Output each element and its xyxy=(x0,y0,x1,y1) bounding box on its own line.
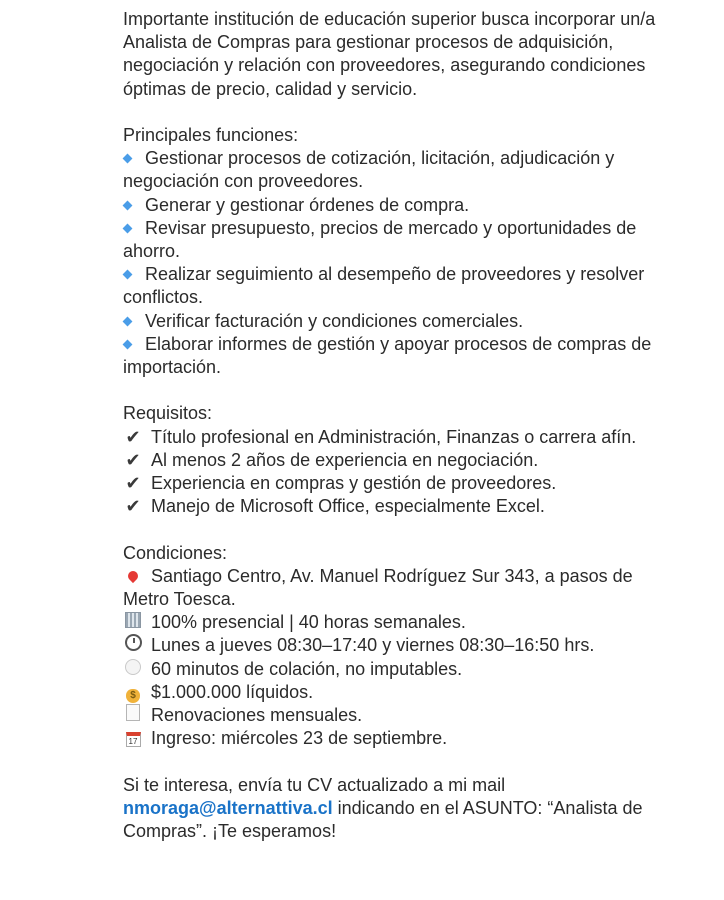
clock-icon xyxy=(123,634,143,657)
closing-paragraph xyxy=(123,774,663,844)
check-mark-icon: ✔ xyxy=(125,473,141,494)
funcion-item: Realizar seguimiento al desempeño de proveedores y resolver conflictos. xyxy=(123,263,663,309)
spacer xyxy=(123,750,663,773)
closing-text-before: Si te interesa, envía tu CV actualizado a mi mail xyxy=(123,774,506,795)
blue-diamond-icon xyxy=(117,194,137,217)
intro-paragraph: Importante institución de educación superior busca incorporar un/a Analista de Compras para gestionar procesos de adquisición, negociación y relación con proveedores, asegurando condiciones óptimas de precio, calidad y servicio. xyxy=(123,9,656,99)
spacer xyxy=(123,518,663,541)
blue-diamond-icon xyxy=(117,310,137,333)
funcion-item: Revisar presupuesto, precios de mercado y oportunidades de ahorro. xyxy=(123,217,663,263)
condicion-item: 100% presencial | 40 horas semanales. xyxy=(123,611,663,634)
calendar-icon: 17 xyxy=(123,727,143,750)
blue-diamond-icon xyxy=(117,263,137,286)
condicion-item: Lunes a jueves 08:30–17:40 y viernes 08:30–16:50 hrs. xyxy=(123,634,663,657)
condicion-item: Renovaciones mensuales. xyxy=(123,704,663,727)
condicion-item: $ $1.000.000 líquidos. xyxy=(123,681,663,704)
plate-icon xyxy=(123,658,143,681)
requisito-item: ✔ Al menos 2 años de experiencia en negociación. xyxy=(123,449,663,472)
document-icon xyxy=(123,704,143,727)
blue-diamond-icon xyxy=(117,147,137,170)
condiciones-heading: Condiciones: xyxy=(123,542,228,563)
condicion-item: 17 Ingreso: miércoles 23 de septiembre. xyxy=(123,727,663,750)
funcion-item: Elaborar informes de gestión y apoyar procesos de compras de importación. xyxy=(123,333,663,379)
requisito-item: ✔ Manejo de Microsoft Office, especialmente Excel. xyxy=(123,495,663,518)
check-mark-icon: ✔ xyxy=(125,496,141,517)
check-mark-icon: ✔ xyxy=(125,426,141,447)
funcion-item: Generar y gestionar órdenes de compra. xyxy=(123,194,663,217)
spacer xyxy=(123,379,663,402)
funcion-item: Verificar facturación y condiciones comerciales. xyxy=(123,310,663,333)
money-bag-icon: $ xyxy=(123,681,143,704)
requisito-item: ✔ Título profesional en Administración, Finanzas o carrera afín. xyxy=(123,426,663,449)
job-post xyxy=(123,8,663,843)
condicion-item: Santiago Centro, Av. Manuel Rodríguez Sur 343, a pasos de Metro Toesca. xyxy=(123,565,633,610)
closing-text-after: indicando en el ASUNTO: “Analista de Compras”. ¡Te esperamos! xyxy=(123,797,643,842)
blue-diamond-icon xyxy=(117,333,137,356)
pin-icon xyxy=(123,565,143,588)
office-building-icon xyxy=(123,611,143,634)
requisitos-heading: Requisitos: xyxy=(123,403,213,424)
funcion-item: Gestionar procesos de cotización, licitación, adjudicación y negociación con proveedores. xyxy=(123,147,663,193)
funciones-heading: Principales funciones: xyxy=(123,125,299,145)
spacer xyxy=(123,101,663,124)
blue-diamond-icon xyxy=(117,217,137,240)
check-mark-icon: ✔ xyxy=(125,449,141,470)
condicion-item: 60 minutos de colación, no imputables. xyxy=(123,658,663,681)
requisito-item: ✔ Experiencia en compras y gestión de proveedores. xyxy=(123,472,663,495)
email-link[interactable]: nmoraga@alternattiva.cl xyxy=(123,797,333,818)
